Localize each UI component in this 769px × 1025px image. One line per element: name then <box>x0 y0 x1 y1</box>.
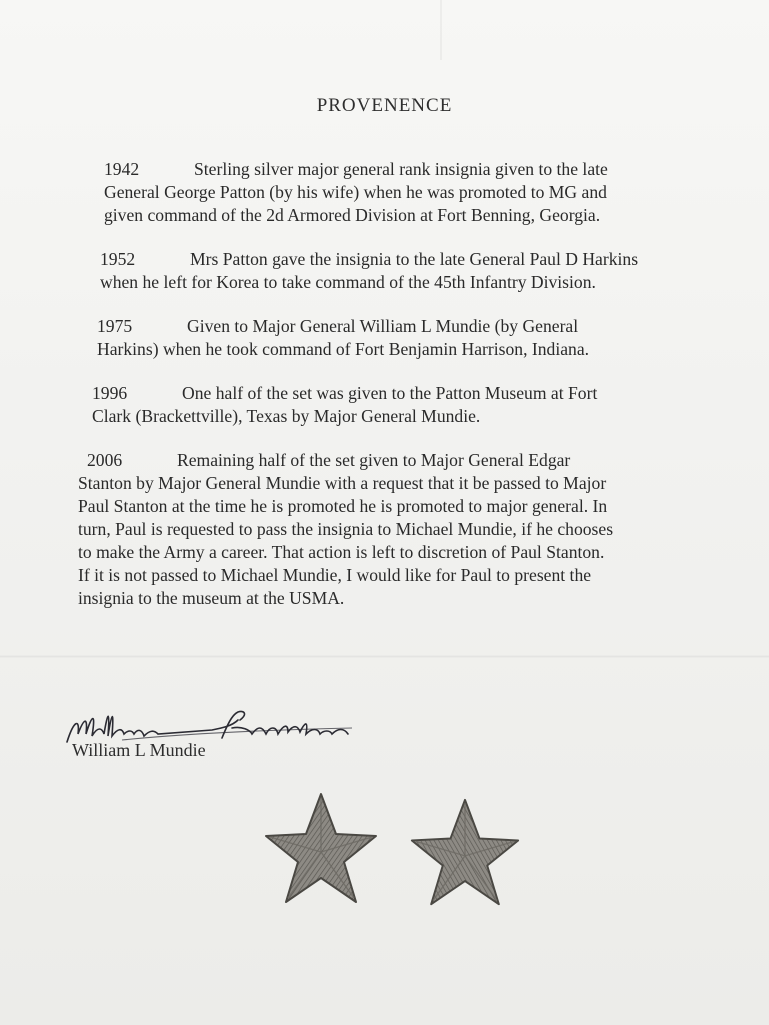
entry-year: 1996 <box>92 383 128 403</box>
entry-1996 <box>78 382 728 428</box>
star-insignia-icon <box>408 796 522 910</box>
entry-line: given command of the 2d Armored Division at Fort Benning, Georgia. <box>104 205 601 225</box>
entry-line: Clark (Brackettville), Texas by Major General Mundie. <box>92 406 481 426</box>
entry-line: Mrs Patton gave the insignia to the late General Paul D Harkins <box>190 249 639 269</box>
signer-name: William L Mundie <box>72 740 206 760</box>
entry-line: turn, Paul is requested to pass the insignia to Michael Mundie, if he chooses <box>78 519 614 539</box>
entry-year: 1975 <box>97 316 133 336</box>
paper-fold-top <box>440 0 442 60</box>
entry-line: when he left for Korea to take command of the 45th Infantry Division. <box>100 272 596 292</box>
entry-2006 <box>78 449 728 610</box>
entry-year: 2006 <box>87 450 123 470</box>
entry-year: 1942 <box>104 159 140 179</box>
entry-line: Paul Stanton at the time he is promoted he is promoted to major general. In <box>78 496 608 516</box>
entry-year: 1952 <box>100 249 136 269</box>
entry-line: Remaining half of the set given to Major General Edgar <box>177 450 571 470</box>
star-insignia-icon <box>262 790 380 908</box>
entry-line: General George Patton (by his wife) when he was promoted to MG and <box>104 182 607 202</box>
entry-1975 <box>78 315 728 361</box>
entry-line: Harkins) when he took command of Fort Benjamin Harrison, Indiana. <box>97 339 590 359</box>
provenance-entries <box>78 158 728 631</box>
entry-line: If it is not passed to Michael Mundie, I would like for Paul to present the <box>78 565 592 585</box>
entry-1952 <box>78 248 728 294</box>
entry-line: Stanton by Major General Mundie with a request that it be passed to Major <box>78 473 607 493</box>
entry-line: One half of the set was given to the Patton Museum at Fort <box>182 383 598 403</box>
document-title: PROVENENCE <box>316 95 453 116</box>
entry-line: Sterling silver major general rank insignia given to the late <box>194 159 608 179</box>
entry-line: insignia to the museum at the USMA. <box>78 588 345 608</box>
entry-line: Given to Major General William L Mundie (by General <box>187 316 579 336</box>
entry-1942 <box>78 158 728 227</box>
paper-fold <box>0 655 769 658</box>
entry-line: to make the Army a career. That action is left to discretion of Paul Stanton. <box>78 542 605 562</box>
